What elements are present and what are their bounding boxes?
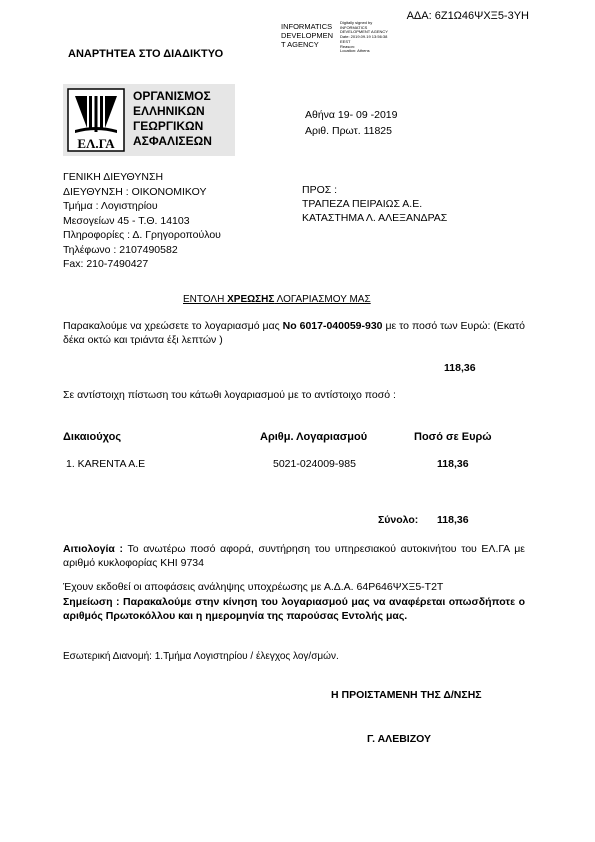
total-label: Σύνολο: xyxy=(378,514,419,526)
ada-code: ΑΔΑ: 6Ζ1Ω46ΨΧΞ5-3ΥΗ xyxy=(406,10,529,22)
organization-name: ΟΡΓΑΝΙΣΜΟΣ ΕΛΛΗΝΙΚΩΝ ΓΕΩΡΓΙΚΩΝ ΑΣΦΑΛΙΣΕΩΝ xyxy=(133,89,212,148)
table-header-beneficiary: Δικαιούχος xyxy=(63,431,122,443)
beneficiary-name: 1. KARENTA A.E xyxy=(66,458,146,470)
debit-amount: 118,36 xyxy=(444,362,476,374)
document-date: Αθήνα 19- 09 -2019 xyxy=(305,109,398,121)
credit-instruction: Σε αντίστοιχη πίστωση του κάτωθι λογαριασμού με το αντίστοιχο ποσό : xyxy=(63,389,396,401)
recipient-details: ΠΡΟΣ : ΤΡΑΠΕΖΑ ΠΕΙΡΑΙΩΣ Α.Ε. ΚΑΤΑΣΤΗΜΑ Λ. ΑΛΕΞΑΝΔΡΑΣ xyxy=(302,184,448,224)
internet-notice: ΑΝΑΡΤΗΤΕΑ ΣΤΟ ΔΙΑΔΙΚΤΥΟ xyxy=(68,48,224,60)
justification: Αιτιολογία : Το ανωτέρω ποσό αφορά, συντήρηση του υπηρεσιακού αυτοκινήτου του ΕΛ.ΓΑ με αριθμό κυκλοφορίας ΚΗΙ 9734 xyxy=(63,543,525,569)
sender-details: ΓΕΝΙΚΗ ΔΙΕΥΘΥΝΣΗ ΔΙΕΥΘΥΝΣΗ : ΟΙΚΟΝΟΜΙΚΟΥ Τμήμα : Λογιστηρίου Μεσογείων 45 - Τ.Θ. 14103 Πληροφορίες : Δ. Γρηγοροπούλου Τηλέφωνο : 2107490582 Fax: 210-7490427 xyxy=(63,171,221,270)
internal-distribution: Εσωτερική Διανομή: 1.Τμήμα Λογιστηρίου / έλεγχος λογ/σμών. xyxy=(63,651,339,662)
commitment-decision: Έχουν εκδοθεί οι αποφάσεις ανάληψης υποχρέωσης με Α.Δ.Α. 64Ρ646ΨΧΞ5-Τ2Τ xyxy=(63,581,444,593)
beneficiary-account: 5021-024009-985 xyxy=(273,458,356,470)
table-header-account: Αριθμ. Λογαριασμού xyxy=(260,431,368,443)
total-value: 118,36 xyxy=(437,514,469,526)
table-header-amount: Ποσό σε Ευρώ xyxy=(414,431,492,443)
organization-logo-block xyxy=(63,84,235,156)
svg-text:ΕΛ.ΓΑ: ΕΛ.ΓΑ xyxy=(77,136,115,151)
note: Σημείωση : Παρακαλούμε στην κίνηση του λογαριασμού μας να αναφέρεται οπωσδήποτε ο αριθμός Πρωτοκόλλου και η ημερομηνία της παρούσας Εντολής μας. xyxy=(63,596,525,622)
document-title: ΕΝΤΟΛΗ ΧΡΕΩΣΗΣ ΛΟΓΑΡΙΑΣΜΟΥ ΜΑΣ xyxy=(183,294,371,305)
debit-instruction: Παρακαλούμε να χρεώσετε το λογαριασμό μας Νο 6017-040059-930 με το ποσό των Ευρώ: (Εκατό δέκα οκτώ και τριάντα έξι λεπτών ) xyxy=(63,320,525,346)
digital-signature-details: Digitally signed by INFORMATICS DEVELOPMENT AGENCY Date: 2019.09.19 13:56:38 EEST Reason: Location: Athens xyxy=(340,20,388,54)
signatory-title: Η ΠΡΟΙΣΤΑΜΕΝΗ ΤΗΣ Δ/ΝΣΗΣ xyxy=(331,689,482,701)
digital-signature-label: INFORMATICS DEVELOPMEN T AGENCY xyxy=(281,22,334,49)
protocol-number: Αριθ. Πρωτ. 11825 xyxy=(305,125,392,137)
signatory-name: Γ. ΑΛΕΒΙΖΟΥ xyxy=(367,733,431,745)
beneficiary-amount: 118,36 xyxy=(437,458,469,470)
elga-logo-icon xyxy=(67,88,125,152)
